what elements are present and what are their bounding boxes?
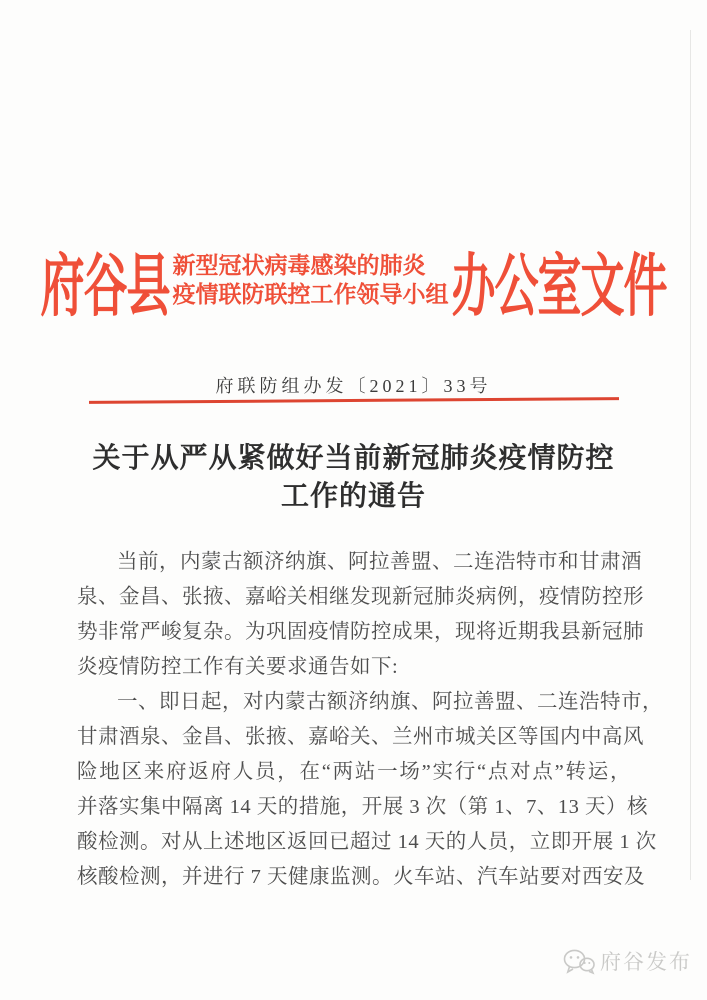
letterhead-org-right: 办公室文件 — [451, 249, 667, 325]
body-line: 并落实集中隔离 14 天的措施，开展 3 次（第 1、7、13 天）核 — [77, 796, 648, 818]
body-line: 核酸检测，并进行 7 天健康监测。火车站、汽车站要对西安及 — [77, 866, 645, 888]
body-line: 险地区来府返府人员，在“两站一场”实行“点对点”转运， — [77, 761, 631, 783]
document-title — [0, 440, 707, 516]
document-title-line1: 关于从严从紧做好当前新冠肺炎疫情防控 — [92, 443, 615, 474]
letterhead-org-middle — [173, 251, 449, 309]
doc-number: 府联防组办发〔2021〕33号 — [215, 376, 492, 396]
wechat-icon — [563, 948, 595, 975]
document-body — [77, 545, 663, 895]
publisher-name: 府谷发布 — [600, 951, 692, 974]
body-line: 势非常严峻复杂。为巩固疫情防控成果，现将近期我县新冠肺 — [77, 621, 644, 643]
letterhead-middle-line1: 新型冠状病毒感染的肺炎 — [172, 253, 426, 278]
publisher-watermark — [563, 946, 692, 976]
body-line: 泉、金昌、张掖、嘉峪关相继发现新冠肺炎病例，疫情防控形 — [77, 586, 644, 608]
letterhead-middle-line2: 疫情联防联控工作领导小组 — [172, 282, 449, 307]
document-title-line2: 工作的通告 — [280, 481, 426, 512]
body-line: 炎疫情防控工作有关要求通告如下: — [77, 656, 399, 678]
letterhead-org-left: 府谷县 — [40, 249, 170, 325]
red-divider-line — [89, 397, 619, 404]
body-line: 一、即日起，对内蒙古额济纳旗、阿拉善盟、二连浩特市， — [117, 691, 663, 713]
body-line: 甘肃酒泉、金昌、张掖、嘉峪关、兰州市城关区等国内中高风 — [77, 726, 644, 748]
body-line: 当前，内蒙古额济纳旗、阿拉善盟、二连浩特市和甘肃酒 — [117, 551, 642, 573]
body-line: 酸检测。对从上述地区返回已超过 14 天的人员，立即开展 1 次 — [77, 831, 657, 853]
letterhead — [0, 232, 707, 328]
